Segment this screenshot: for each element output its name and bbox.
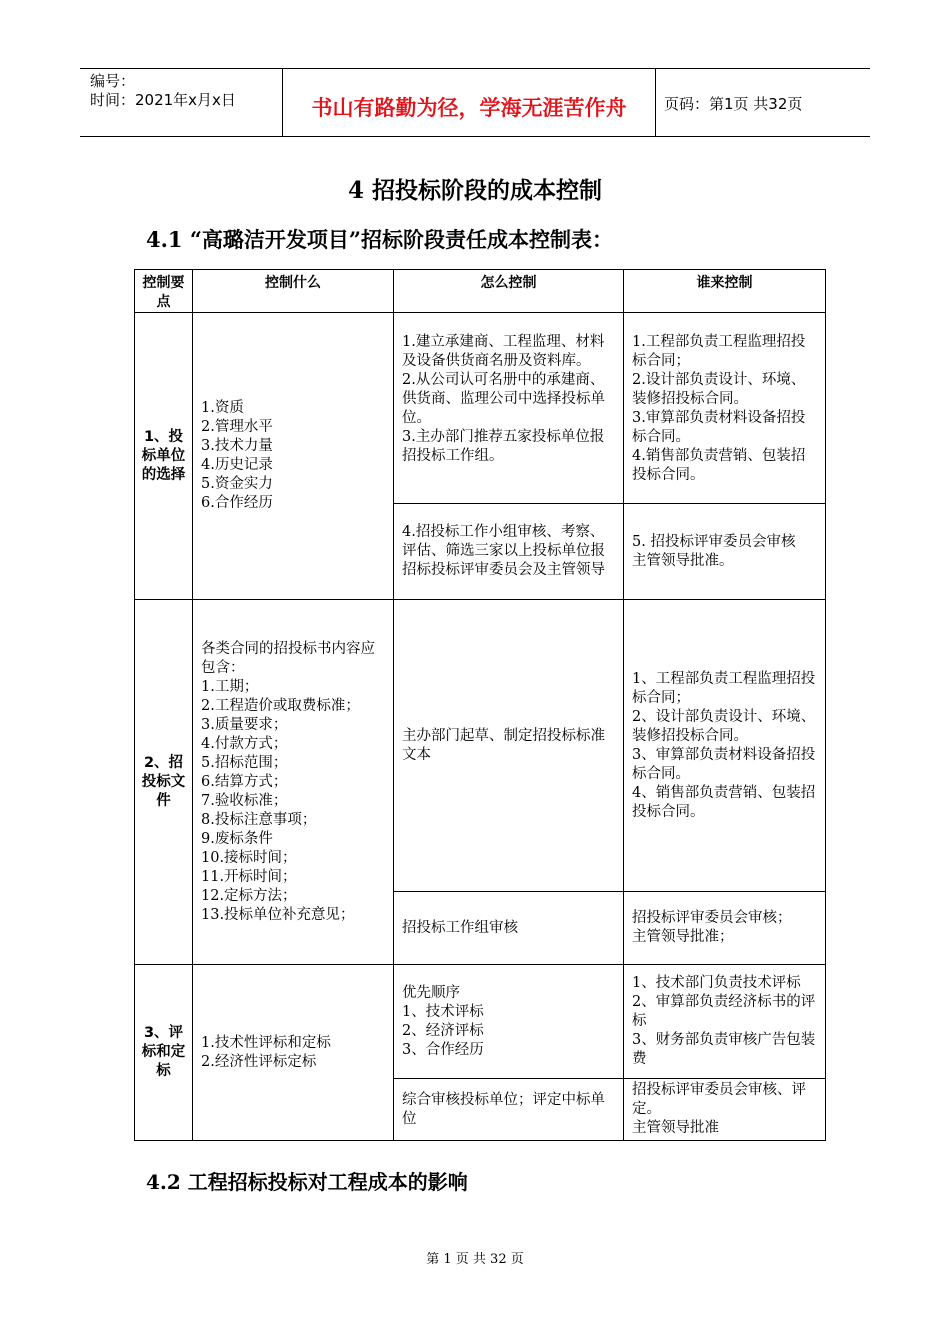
row-key-cell: 2、招投标文件 bbox=[135, 600, 193, 965]
header-top-rule bbox=[80, 68, 870, 69]
row-who-cell: 招投标评审委员会审核； 主管领导批准； bbox=[624, 892, 826, 965]
header-divider-right bbox=[655, 68, 656, 136]
table-row bbox=[135, 965, 826, 1079]
header-number: 编号： bbox=[90, 72, 136, 90]
table-header-row bbox=[135, 270, 826, 313]
row-how-cell: 4.招投标工作小组审核、考察、评估、筛选三家以上投标单位报招标投标评审委员会及主管领导 bbox=[394, 504, 624, 600]
row-how-cell: 1.建立承建商、工程监理、材料及设备供货商名册及资料库。 2.从公司认可名册中的承建商、供货商、监理公司中选择投标单位。 3.主办部门推荐五家投标单位报招投标工作组。 bbox=[394, 313, 624, 504]
row-who-cell: 1.工程部负责工程监理招投标合同； 2.设计部负责设计、环境、装修招投标合同。 3.审算部负责材料设备招投标合同。 4.销售部负责营销、包装招投标合同。 bbox=[624, 313, 826, 504]
row-how-cell: 综合审核投标单位；评定中标单位 bbox=[394, 1079, 624, 1141]
cost-control-table bbox=[134, 269, 826, 1141]
page-footer: 第 1 页 共 32 页 bbox=[426, 1252, 524, 1267]
table-row bbox=[135, 600, 826, 892]
row-who-cell: 1、技术部门负责技术评标 2、审算部负责经济标书的评标 3、财务部负责审核广告包装费 bbox=[624, 965, 826, 1079]
header-motto: 书山有路勤为径，学海无涯苦作舟 bbox=[311, 96, 627, 120]
row-key-cell: 3、评标和定标 bbox=[135, 965, 193, 1141]
header-cell-key: 控制要点 bbox=[135, 270, 193, 313]
row-how-cell: 招投标工作组审核 bbox=[394, 892, 624, 965]
row-what-cell: 1.技术性评标和定标 2.经济性评标定标 bbox=[193, 965, 394, 1141]
row-who-cell: 1、工程部负责工程监理招投标合同； 2、设计部负责设计、环境、装修招投标合同。 3、审算部负责材料设备招投标合同。 4、销售部负责营销、包装招投标合同。 bbox=[624, 600, 826, 892]
header-meta bbox=[90, 72, 236, 110]
header-bottom-rule bbox=[80, 136, 870, 137]
row-how-cell: 主办部门起草、制定招投标标准文本 bbox=[394, 600, 624, 892]
header-cell-what: 控制什么 bbox=[193, 270, 394, 313]
section-4-2-heading: 4.2 工程招标投标对工程成本的影响 bbox=[146, 1170, 468, 1194]
row-what-cell: 各类合同的招投标书内容应包含： 1.工期； 2.工程造价或取费标准； 3.质量要求； 4.付款方式； 5.招标范围； 6.结算方式； 7.验收标准； 8.投标注意事项； 9.废标条件 10.接标时间； 11.开标时间； 12.定标方法； 13.投标单位补充意见； bbox=[193, 600, 394, 965]
chapter-title: 4 招投标阶段的成本控制 bbox=[347, 177, 602, 204]
section-4-1-heading: 4.1 “高璐洁开发项目”招标阶段责任成本控制表： bbox=[146, 227, 614, 252]
row-who-cell: 5. 招投标评审委员会审核 主管领导批准。 bbox=[624, 504, 826, 600]
row-what-cell: 1.资质 2.管理水平 3.技术力量 4.历史记录 5.资金实力 6.合作经历 bbox=[193, 313, 394, 600]
row-how-cell: 优先顺序 1、技术评标 2、经济评标 3、合作经历 bbox=[394, 965, 624, 1079]
header-cell-who: 谁来控制 bbox=[624, 270, 826, 313]
header-cell-how: 怎么控制 bbox=[394, 270, 624, 313]
header-page-number: 页码：第1页 共32页 bbox=[664, 95, 803, 113]
header-time: 时间：2021年x月x日 bbox=[90, 91, 236, 109]
row-who-cell: 招投标评审委员会审核、评定。 主管领导批准 bbox=[624, 1079, 826, 1141]
table-row bbox=[135, 313, 826, 504]
row-key-cell: 1、投标单位的选择 bbox=[135, 313, 193, 600]
header-divider-left bbox=[282, 68, 283, 136]
